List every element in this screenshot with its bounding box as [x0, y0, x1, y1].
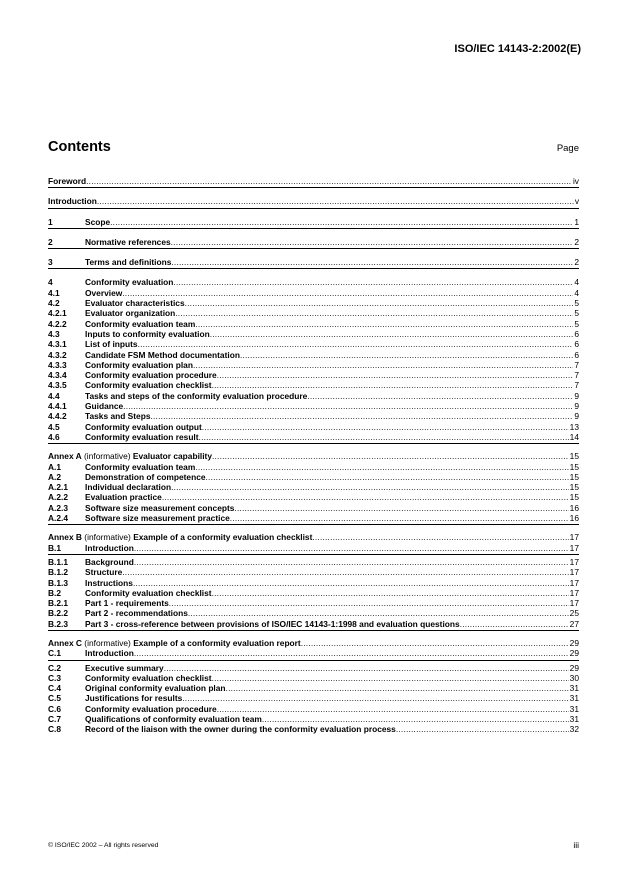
toc-entry-number: 4.2.2 [48, 318, 67, 329]
toc-entry[interactable] [48, 288, 579, 298]
toc-entry-title [48, 532, 312, 542]
toc-dot-leader [301, 638, 569, 648]
toc-entry[interactable] [48, 360, 579, 370]
annex-label: Annex C [48, 637, 82, 648]
toc-dot-leader [134, 557, 569, 567]
toc-entry-number: B.1.1 [48, 556, 69, 567]
toc-dot-leader [134, 648, 569, 658]
toc-entry-page: 6 [574, 349, 579, 360]
toc-dot-leader [133, 578, 569, 588]
toc-entry[interactable] [48, 557, 579, 567]
toc-separator [48, 554, 579, 555]
toc-dot-leader [396, 724, 569, 734]
toc-entry-number: 4.6 [48, 431, 60, 442]
toc-entry[interactable] [48, 196, 579, 206]
toc-entry[interactable] [48, 683, 579, 693]
toc-entry-number: 4.2 [48, 298, 60, 309]
toc-dot-leader [123, 401, 573, 411]
toc-dot-leader [171, 482, 569, 492]
toc-entry-page: 30 [569, 672, 579, 683]
toc-separator [48, 228, 579, 229]
toc-entry-page: 9 [574, 390, 579, 401]
toc-entry-number: C.3 [48, 672, 62, 683]
toc-dot-leader [86, 176, 572, 186]
document-id: ISO/IEC 14143-2:2002(E) [454, 43, 581, 55]
toc-entry-title: Part 2 - recommendations [85, 608, 188, 619]
toc-entry-title: Individual declaration [85, 482, 172, 493]
toc-separator [48, 630, 579, 631]
toc-entry-number: 4.4.1 [48, 401, 67, 412]
toc-entry-number: B.2.3 [48, 618, 69, 629]
toc-entry[interactable] [48, 319, 579, 329]
toc-entry-number: A.2 [48, 471, 62, 482]
toc-dot-leader [110, 217, 573, 227]
toc-entry[interactable] [48, 370, 579, 380]
toc-dot-leader [185, 298, 574, 308]
toc-entry-title: Part 1 - requirements [85, 598, 169, 609]
toc-entry[interactable] [48, 492, 579, 502]
toc-entry-page: 25 [569, 608, 579, 619]
toc-entry-page: 15 [569, 471, 579, 482]
toc-entry-number: 4.4.2 [48, 411, 67, 422]
toc-entry-title [48, 638, 301, 648]
toc-entry-page: 15 [569, 492, 579, 503]
toc-entry-title: Justifications for results [85, 693, 183, 704]
toc-entry-page: 29 [569, 637, 579, 648]
toc-dot-leader [171, 237, 574, 247]
toc-entry-title: Software size measurement concepts [85, 502, 235, 513]
toc-dot-leader [212, 673, 569, 683]
annex-title: Example of a conformity evaluation checklist [133, 532, 313, 543]
toc-entry[interactable] [48, 638, 579, 648]
toc-entry[interactable] [48, 543, 579, 553]
toc-entry-title: Introduction [48, 196, 97, 207]
toc-dot-leader [206, 472, 569, 482]
toc-entry-title: Normative references [85, 236, 171, 247]
toc-entry-page: 5 [574, 318, 579, 329]
toc-entry-page: 31 [569, 683, 579, 694]
toc-entry-title: Conformity evaluation result [85, 431, 199, 442]
toc-entry-number: A.2.2 [48, 492, 69, 503]
toc-entry-title: Tasks and steps of the conformity evaluation procedure [85, 390, 308, 401]
toc-entry-number: B.1.3 [48, 577, 69, 588]
toc-entry[interactable] [48, 451, 579, 461]
toc-entry-title: Structure [85, 567, 123, 578]
toc-dot-leader [97, 196, 574, 206]
toc-entry-page: 29 [569, 648, 579, 659]
toc-entry[interactable] [48, 673, 579, 683]
toc-dot-leader [173, 277, 573, 287]
toc-entry-title: Conformity evaluation plan [85, 359, 193, 370]
toc-entry-page: 14 [569, 431, 579, 442]
annex-informative-label: (informative) [81, 451, 133, 462]
toc-dot-leader [212, 380, 574, 390]
toc-separator [48, 524, 579, 525]
toc-entry-page: 9 [574, 411, 579, 422]
toc-entry-page: 17 [569, 587, 579, 598]
toc-entry-page: 2 [574, 236, 579, 247]
toc-entry-page: 2 [574, 257, 579, 268]
toc-entry-number: 4.1 [48, 287, 60, 298]
toc-entry-number: A.2.4 [48, 513, 69, 524]
toc-separator [48, 187, 579, 188]
toc-entry-number: C.4 [48, 683, 62, 694]
toc-dot-leader [240, 350, 573, 360]
toc-dot-leader [307, 391, 573, 401]
toc-entry-page: 9 [574, 401, 579, 412]
toc-entry-page: iv [572, 176, 579, 186]
toc-entry-page: 7 [574, 370, 579, 381]
toc-entry-page: 13 [569, 421, 579, 432]
toc-entry-title: Conformity evaluation procedure [85, 703, 217, 714]
toc-entry[interactable] [48, 350, 579, 360]
toc-entry-page: 31 [569, 714, 579, 725]
toc-entry-title: Guidance [85, 401, 124, 412]
toc-entry-title: Conformity evaluation checklist [85, 672, 212, 683]
toc-entry-title: Qualifications of conformity evaluation team [85, 714, 262, 725]
toc-dot-leader [210, 329, 574, 339]
toc-entry[interactable] [48, 422, 579, 432]
annex-informative-label: (informative) [81, 637, 134, 648]
toc-entry-page: 17 [569, 556, 579, 567]
annex-label: Annex B [48, 532, 82, 543]
toc-entry-number: 4.3.3 [48, 359, 67, 370]
toc-entry-page: 31 [569, 693, 579, 704]
toc-dot-leader [169, 598, 569, 608]
toc-dot-leader [134, 543, 569, 553]
toc-entry-number: 3 [48, 257, 53, 268]
footer-copyright: © ISO/IEC 2002 – All rights reserved [48, 842, 159, 849]
toc-entry-number: 4.3.2 [48, 349, 67, 360]
toc-entry[interactable] [48, 693, 579, 703]
toc-entry-title: Evaluator organization [85, 308, 176, 319]
toc-entry-title: Conformity evaluation [85, 277, 174, 288]
annex-label: Annex A [48, 451, 82, 462]
toc-entry-number: 4.3.5 [48, 380, 67, 391]
toc-entry[interactable] [48, 329, 579, 339]
toc-dot-leader [122, 567, 568, 577]
toc-entry-title: Introduction [85, 648, 134, 659]
toc-entry-number: A.2.1 [48, 482, 69, 493]
toc-entry-number: B.2.1 [48, 598, 69, 609]
toc-entry-number: B.2.2 [48, 608, 69, 619]
toc-entry-page: 15 [569, 461, 579, 472]
toc-entry[interactable] [48, 339, 579, 349]
toc-entry-number: 1 [48, 216, 53, 227]
toc-entry-page: 5 [574, 308, 579, 319]
toc-dot-leader [138, 339, 574, 349]
toc-entry-page: 15 [569, 482, 579, 493]
toc-dot-leader [193, 360, 573, 370]
toc-entry-number: 4.3.1 [48, 339, 67, 350]
toc-entry-number: C.7 [48, 714, 62, 725]
toc-dot-leader [234, 503, 568, 513]
toc-entry-title: Background [85, 556, 134, 567]
toc-entry-page: 17 [569, 598, 579, 609]
toc-dot-leader [195, 319, 573, 329]
toc-entry-page: 1 [574, 216, 579, 227]
toc-dot-leader [212, 451, 569, 461]
toc-dot-leader [262, 714, 569, 724]
toc-entry-title: List of inputs [85, 339, 138, 350]
toc-entry-title: Conformity evaluation checklist [85, 380, 212, 391]
toc-entry[interactable] [48, 567, 579, 577]
toc-entry[interactable] [48, 380, 579, 390]
toc-entry-title: Conformity evaluation team [85, 461, 196, 472]
toc-entry-page: 17 [569, 542, 579, 553]
toc-dot-leader [202, 422, 569, 432]
toc-entry[interactable] [48, 648, 579, 658]
toc-entry-title: Instructions [85, 577, 133, 588]
toc-entry-number: A.2.3 [48, 502, 69, 513]
toc-entry-number: C.8 [48, 724, 62, 735]
toc-entry-page: 6 [574, 328, 579, 339]
toc-dot-leader [217, 370, 574, 380]
toc-entry-title: Tasks and Steps [85, 411, 151, 422]
toc-entry-title: Original conformity evaluation plan [85, 683, 226, 694]
toc-entry-page: 31 [569, 703, 579, 714]
toc-entry[interactable] [48, 472, 579, 482]
toc-entry-number: B.1 [48, 542, 62, 553]
toc-dot-leader [171, 257, 573, 267]
toc-entry[interactable] [48, 462, 579, 472]
toc-entry[interactable] [48, 391, 579, 401]
toc-dot-leader [226, 683, 569, 693]
toc-entry[interactable] [48, 401, 579, 411]
toc-entry-number: 4 [48, 277, 53, 288]
toc-entry[interactable] [48, 217, 579, 227]
toc-entry-number: C.5 [48, 693, 62, 704]
toc-entry-number: B.1.2 [48, 567, 69, 578]
toc-entry-number: 4.4 [48, 390, 60, 401]
toc-entry-number: A.1 [48, 461, 62, 472]
toc-dot-leader [162, 492, 569, 502]
toc-entry-title: Conformity evaluation output [85, 421, 202, 432]
toc-entry-number: 4.5 [48, 421, 60, 432]
toc-entry-page: 5 [574, 298, 579, 309]
toc-entry[interactable] [48, 277, 579, 287]
toc-entry-title: Record of the liaison with the owner during the conformity evaluation process [85, 724, 396, 735]
toc-entry[interactable] [48, 257, 579, 267]
toc-entry-page: 17 [569, 577, 579, 588]
toc-dot-leader [150, 411, 573, 421]
toc-entry-title: Conformity evaluation checklist [85, 587, 212, 598]
footer-page-number: iii [573, 840, 579, 850]
toc-entry-title: Part 3 - cross-reference between provisions of ISO/IEC 14143-1:1998 and evaluation questions [85, 618, 460, 629]
contents-title: Contents [48, 139, 111, 155]
toc-entry-title: Executive summary [85, 662, 164, 673]
toc-entry[interactable] [48, 432, 579, 442]
toc-entry[interactable] [48, 513, 579, 523]
toc-entry-page: 7 [574, 359, 579, 370]
toc-entry-title: Software size measurement practice [85, 513, 230, 524]
toc-entry-number: 2 [48, 236, 53, 247]
toc-entry-page: 29 [569, 662, 579, 673]
toc-entry[interactable] [48, 237, 579, 247]
toc-entry[interactable] [48, 298, 579, 308]
toc-entry[interactable] [48, 724, 579, 734]
toc-separator [48, 443, 579, 444]
toc-entry-number: 4.3.4 [48, 370, 67, 381]
toc-entry-title: Overview [85, 287, 123, 298]
toc-dot-leader [175, 308, 573, 318]
toc-entry-title: Evaluator characteristics [85, 298, 185, 309]
toc-entry-title: Scope [85, 216, 111, 227]
toc-entry-title: Candidate FSM Method documentation [85, 349, 240, 360]
toc-dot-leader [188, 608, 569, 618]
toc-entry-title: Conformity evaluation procedure [85, 370, 217, 381]
toc-entry-title [48, 451, 212, 461]
toc-entry-title: Terms and definitions [85, 257, 172, 268]
toc-separator [48, 660, 579, 661]
toc-dot-leader [182, 693, 568, 703]
toc-entry[interactable] [48, 176, 579, 186]
toc-dot-leader [122, 288, 573, 298]
toc-entry-number: C.1 [48, 648, 62, 659]
toc-dot-leader [460, 619, 569, 629]
toc-entry[interactable] [48, 588, 579, 598]
toc-entry-page: v [574, 196, 579, 207]
toc-entry[interactable] [48, 704, 579, 714]
toc-entry[interactable] [48, 608, 579, 618]
toc-entry-number: C.2 [48, 662, 62, 673]
toc-entry-number: B.2 [48, 587, 62, 598]
toc-entry-page: 6 [574, 339, 579, 350]
toc-entry[interactable] [48, 578, 579, 588]
toc-entry-title: Foreword [48, 176, 87, 186]
toc-entry[interactable] [48, 598, 579, 608]
toc-entry-page: 4 [574, 287, 579, 298]
toc-dot-leader [212, 588, 569, 598]
toc-entry-title: Conformity evaluation team [85, 318, 196, 329]
toc-entry-page: 16 [569, 502, 579, 513]
annex-title: Example of a conformity evaluation report [133, 637, 301, 648]
toc-dot-leader [312, 532, 568, 542]
toc-dot-leader [164, 663, 569, 673]
toc-entry-page: 27 [569, 618, 579, 629]
page-column-label: Page [556, 143, 579, 154]
toc-entry-page: 16 [569, 513, 579, 524]
toc-entry-number: C.6 [48, 703, 62, 714]
toc-entry-page: 4 [574, 277, 579, 288]
toc-entry[interactable] [48, 714, 579, 724]
toc-entry[interactable] [48, 503, 579, 513]
toc-entry-title: Demonstration of competence [85, 471, 206, 482]
toc-entry-page: 17 [569, 567, 579, 578]
toc-separator [48, 248, 579, 249]
toc-entry[interactable] [48, 663, 579, 673]
toc-dot-leader [217, 704, 569, 714]
toc-entry[interactable] [48, 532, 579, 542]
table-of-contents [48, 176, 579, 735]
toc-entry-page: 7 [574, 380, 579, 391]
toc-entry-number: 4.3 [48, 328, 60, 339]
toc-entry-page: 32 [569, 724, 579, 735]
toc-dot-leader [195, 462, 568, 472]
toc-dot-leader [199, 432, 569, 442]
toc-entry[interactable] [48, 482, 579, 492]
toc-entry[interactable] [48, 619, 579, 629]
toc-entry-page: 15 [569, 451, 579, 462]
toc-entry-title: Inputs to conformity evaluation [85, 328, 210, 339]
toc-entry-title: Evaluation practice [85, 492, 162, 503]
toc-entry-title: Introduction [85, 542, 134, 553]
toc-entry[interactable] [48, 411, 579, 421]
toc-entry-number: 4.2.1 [48, 308, 67, 319]
toc-entry-page: 17 [569, 532, 579, 543]
toc-separator [48, 208, 579, 209]
toc-dot-leader [230, 513, 569, 523]
toc-separator [48, 268, 579, 269]
annex-informative-label: (informative) [81, 532, 134, 543]
annex-title: Evaluator capability [132, 451, 212, 462]
toc-entry[interactable] [48, 308, 579, 318]
